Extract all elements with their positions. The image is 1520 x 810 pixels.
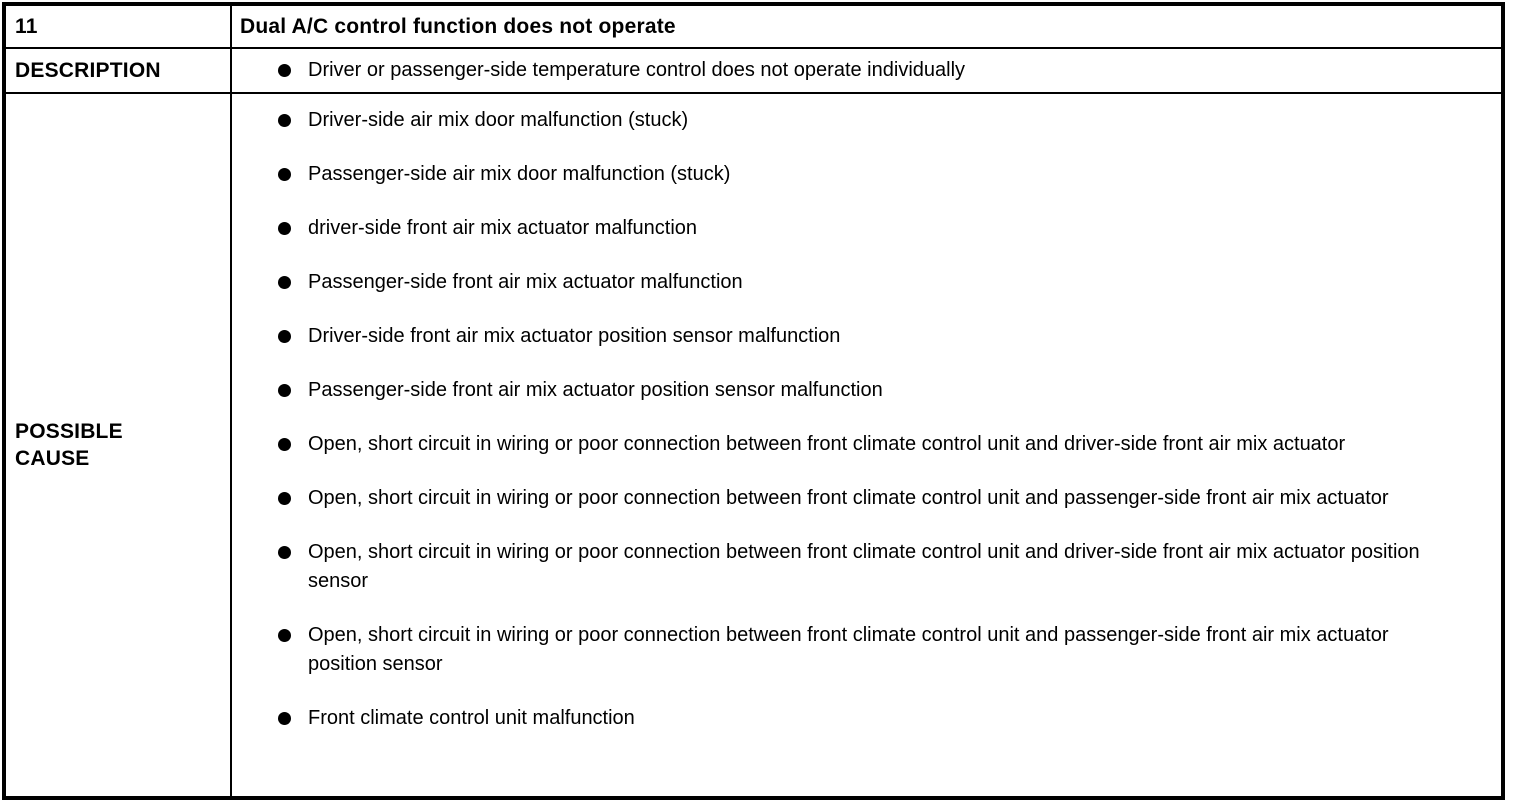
table-row-header — [4, 4, 1503, 48]
possible-cause-list — [232, 106, 1501, 733]
bullet-icon — [278, 276, 291, 289]
list-item — [278, 322, 1443, 351]
symptom-number-cell: 11 — [4, 4, 231, 48]
list-item-text: Passenger-side air mix door malfunction (stuck) — [308, 163, 731, 185]
list-item — [278, 430, 1443, 459]
bullet-icon — [278, 492, 291, 505]
list-item — [278, 56, 1443, 85]
possible-cause-label: POSSIBLE CAUSE — [15, 420, 123, 470]
list-item — [278, 538, 1443, 596]
bullet-icon — [278, 712, 291, 725]
troubleshooting-table — [2, 2, 1505, 800]
list-item — [278, 268, 1443, 297]
list-item-text: Driver-side front air mix actuator position sensor malfunction — [308, 325, 841, 347]
description-list — [232, 56, 1501, 85]
possible-cause-content-cell — [231, 93, 1503, 798]
bullet-icon — [278, 114, 291, 127]
list-item — [278, 376, 1443, 405]
description-content-cell — [231, 48, 1503, 93]
list-item-text: Passenger-side front air mix actuator position sensor malfunction — [308, 379, 883, 401]
bullet-icon — [278, 222, 291, 235]
list-item — [278, 484, 1443, 513]
description-label-cell: DESCRIPTION — [4, 48, 231, 93]
list-item-text: Open, short circuit in wiring or poor connection between front climate control unit and driver-side front air mix actuator — [308, 433, 1346, 455]
bullet-icon — [278, 330, 291, 343]
list-item — [278, 621, 1443, 679]
list-item — [278, 106, 1443, 135]
list-item — [278, 160, 1443, 189]
list-item-text: Driver or passenger-side temperature control does not operate individually — [308, 59, 966, 81]
list-item — [278, 704, 1443, 733]
list-item-text: Open, short circuit in wiring or poor connection between front climate control unit and passenger-side front air mix actuator position sensor — [308, 624, 1389, 675]
bullet-icon — [278, 384, 291, 397]
bullet-icon — [278, 438, 291, 451]
bullet-icon — [278, 629, 291, 642]
list-item-text: Passenger-side front air mix actuator malfunction — [308, 271, 743, 293]
bullet-icon — [278, 546, 291, 559]
list-item-text: Open, short circuit in wiring or poor connection between front climate control unit and passenger-side front air mix actuator — [308, 487, 1389, 509]
table-row-possible-cause — [4, 93, 1503, 798]
symptom-title-cell: Dual A/C control function does not operate — [231, 4, 1503, 48]
bullet-icon — [278, 168, 291, 181]
list-item-text: driver-side front air mix actuator malfunction — [308, 217, 698, 239]
table-row-description — [4, 48, 1503, 93]
list-item — [278, 214, 1443, 243]
list-item-text: Driver-side air mix door malfunction (stuck) — [308, 109, 689, 131]
list-item-text: Open, short circuit in wiring or poor connection between front climate control unit and driver-side front air mix actuator position sensor — [308, 541, 1420, 592]
possible-cause-label-cell — [4, 93, 231, 798]
list-item-text: Front climate control unit malfunction — [308, 707, 635, 729]
bullet-icon — [278, 64, 291, 77]
